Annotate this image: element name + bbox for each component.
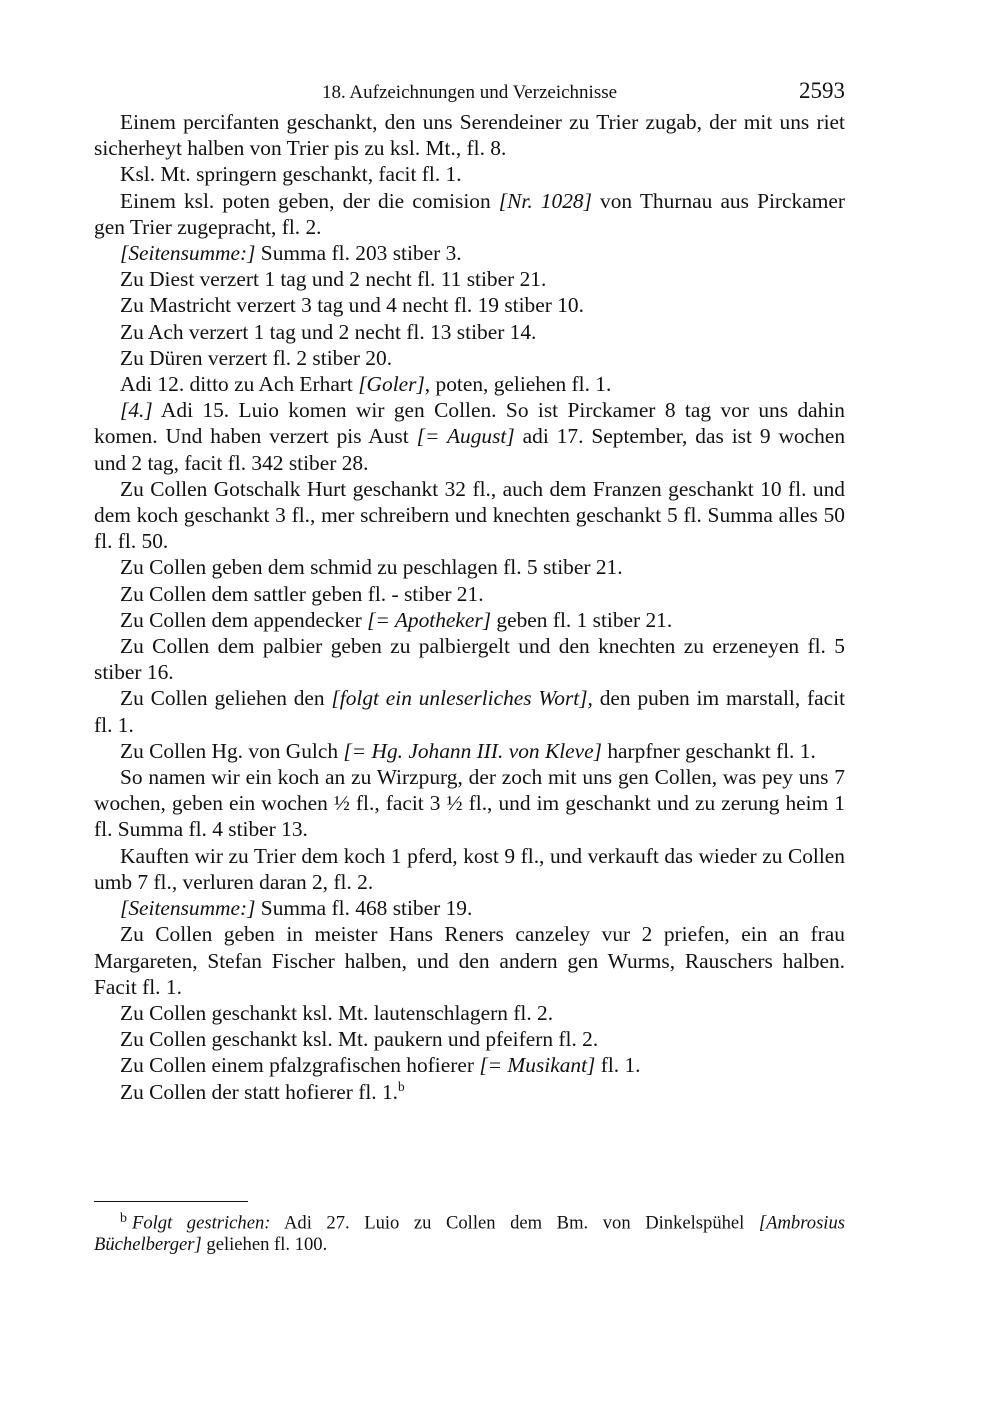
running-title: 18. Aufzeichnungen und Verzeichnisse bbox=[321, 82, 618, 103]
text-run: Zu Collen dem appendecker bbox=[120, 607, 368, 632]
text-run: Adi 27. Luio zu Collen dem Bm. von Dinkelspühel bbox=[270, 1212, 759, 1234]
text-run: Summa fl. 203 stiber 3. bbox=[255, 241, 462, 266]
text-run: Zu Collen geben dem schmid zu peschlagen fl. 5 stiber 21. bbox=[120, 555, 623, 580]
text-run: Zu Collen einem pfalzgrafischen hofierer bbox=[120, 1053, 480, 1078]
entry-paragraph bbox=[94, 921, 845, 1000]
text-run: Adi 15. Luio komen wir gen Collen. So ist Pirckamer 8 tag vor uns dahin komen. Und haben verzert pis Aust bbox=[94, 398, 845, 449]
entry-paragraph bbox=[94, 1026, 845, 1052]
text-run: fl. 1. bbox=[595, 1053, 641, 1078]
entry-paragraph bbox=[94, 371, 845, 397]
editorial-note: [= August] bbox=[416, 424, 515, 449]
editorial-note: [= Apotheker] bbox=[367, 607, 492, 632]
entry-paragraph bbox=[94, 292, 845, 318]
entry-paragraph bbox=[94, 633, 845, 685]
text-run: So namen wir ein koch an zu Wirzpurg, der zoch mit uns gen Collen, was pey uns 7 wochen, geben ein wochen ½ fl., facit 3 ½ fl., und im geschankt und zu zerung heim 1 fl. Summa fl. 4 stiber 13. bbox=[94, 765, 845, 842]
page bbox=[94, 78, 845, 1105]
text-run: Einem ksl. poten geben, der die comision bbox=[120, 188, 499, 213]
entry-paragraph bbox=[94, 738, 845, 764]
entry-paragraph bbox=[94, 895, 845, 921]
entry-paragraph bbox=[94, 188, 845, 240]
entry-paragraph bbox=[94, 397, 845, 476]
text-run: harpfner geschankt fl. 1. bbox=[601, 738, 816, 763]
editorial-note: [4.] bbox=[120, 398, 153, 423]
text-run: Zu Collen geliehen den bbox=[120, 686, 332, 711]
entry-paragraph bbox=[94, 161, 845, 187]
editorial-note: [Nr. 1028] bbox=[498, 188, 592, 213]
entry-paragraph bbox=[94, 554, 845, 580]
text-run: Zu Diest verzert 1 tag und 2 necht fl. 11 stiber 21. bbox=[120, 267, 547, 292]
entry-paragraph bbox=[94, 1000, 845, 1026]
text-run: Zu Mastricht verzert 3 tag und 4 necht fl. 19 stiber 10. bbox=[120, 293, 584, 318]
text-run: Summa fl. 468 stiber 19. bbox=[255, 896, 473, 921]
entry-paragraph bbox=[94, 843, 845, 895]
main-text bbox=[94, 109, 845, 1105]
text-run: geben fl. 1 stiber 21. bbox=[491, 607, 673, 632]
running-head bbox=[94, 78, 845, 108]
page-number: 2593 bbox=[799, 78, 845, 103]
entry-paragraph bbox=[94, 764, 845, 843]
entry-paragraph bbox=[94, 685, 845, 737]
footnote-marker: b bbox=[120, 1211, 127, 1226]
text-run: Zu Collen Gotschalk Hurt geschankt 32 fl., auch dem Franzen geschankt 10 fl. und dem koch geschankt 3 fl., mer schreibern und knechten geschankt 5 fl. Summa alles 50 fl. fl. 50. bbox=[94, 476, 845, 554]
text-run: Zu Collen geben in meister Hans Reners canzeley vur 2 priefen, ein an frau Margareten, Stefan Fischer halben, und den andern gen Wurms, Rauschers halben. Facit fl. 1. bbox=[94, 922, 845, 999]
text-run: , poten, geliehen fl. 1. bbox=[424, 372, 612, 397]
footnote bbox=[94, 1208, 845, 1256]
text-run: Adi 12. ditto zu Ach Erhart bbox=[120, 372, 359, 397]
entry-paragraph bbox=[94, 476, 845, 555]
text-run: von Thurnau aus Pirckamer gen Trier zugepracht, fl. 2. bbox=[94, 188, 845, 239]
editorial-note: [Seitensumme:] bbox=[120, 896, 256, 921]
editorial-note: [Seitensumme:] bbox=[120, 241, 256, 266]
editorial-note: [= Musikant] bbox=[479, 1053, 596, 1078]
editorial-note: Folgt gestrichen: bbox=[131, 1212, 271, 1234]
text-run: Zu Collen dem sattler geben fl. - stiber 21. bbox=[120, 581, 484, 606]
text-run: Zu Ach verzert 1 tag und 2 necht fl. 13 stiber 14. bbox=[120, 319, 537, 344]
text-run: Ksl. Mt. springern geschankt, facit fl. 1. bbox=[120, 162, 462, 187]
entry-paragraph bbox=[94, 109, 845, 161]
entry-paragraph bbox=[94, 240, 845, 266]
footnote-ref: b bbox=[398, 1078, 405, 1094]
editorial-note: [Goler] bbox=[358, 372, 425, 397]
footnote-text bbox=[94, 1212, 845, 1255]
text-run: adi 17. September, das ist 9 wochen und 2 tag, facit fl. 342 stiber 28. bbox=[94, 424, 846, 475]
entry-paragraph bbox=[94, 345, 845, 371]
text-run: geliehen fl. 100. bbox=[201, 1234, 328, 1256]
text-run: Zu Düren verzert fl. 2 stiber 20. bbox=[120, 345, 393, 370]
entry-paragraph bbox=[94, 607, 845, 633]
text-run: Zu Collen geschankt ksl. Mt. lautenschlagern fl. 2. bbox=[120, 1000, 554, 1025]
editorial-note: [folgt ein unleserliches Wort], bbox=[331, 686, 593, 711]
text-run: Kauften wir zu Trier dem koch 1 pferd, kost 9 fl., und verkauft das wieder zu Collen umb 7 fl., verluren daran 2, fl. 2. bbox=[94, 843, 845, 894]
editorial-note: [= Hg. Johann III. von Kleve] bbox=[343, 738, 602, 763]
text-run: Zu Collen geschankt ksl. Mt. paukern und pfeifern fl. 2. bbox=[120, 1027, 599, 1052]
editorial-note: [Ambrosius Büchelberger] bbox=[94, 1212, 846, 1256]
entry-paragraph bbox=[94, 1079, 845, 1105]
entry-paragraph bbox=[94, 1052, 845, 1078]
footnote-paragraph bbox=[94, 1208, 845, 1256]
entry-paragraph bbox=[94, 266, 845, 292]
text-run: Zu Collen Hg. von Gulch bbox=[120, 738, 344, 763]
text-run: Zu Collen dem palbier geben zu palbiergelt und den knechten zu erzeneyen fl. 5 stiber 16. bbox=[94, 634, 845, 685]
footnote-rule bbox=[94, 1201, 248, 1202]
text-run: Einem percifanten geschankt, den uns Serendeiner zu Trier zugab, der mit uns riet sicherheyt halben von Trier pis zu ksl. Mt., fl. 8. bbox=[94, 110, 845, 161]
entry-paragraph bbox=[94, 581, 845, 607]
text-run: den puben im marstall, facit fl. 1. bbox=[94, 686, 846, 737]
text-run: Zu Collen der statt hofierer fl. 1. bbox=[120, 1079, 398, 1104]
entry-paragraph bbox=[94, 319, 845, 345]
